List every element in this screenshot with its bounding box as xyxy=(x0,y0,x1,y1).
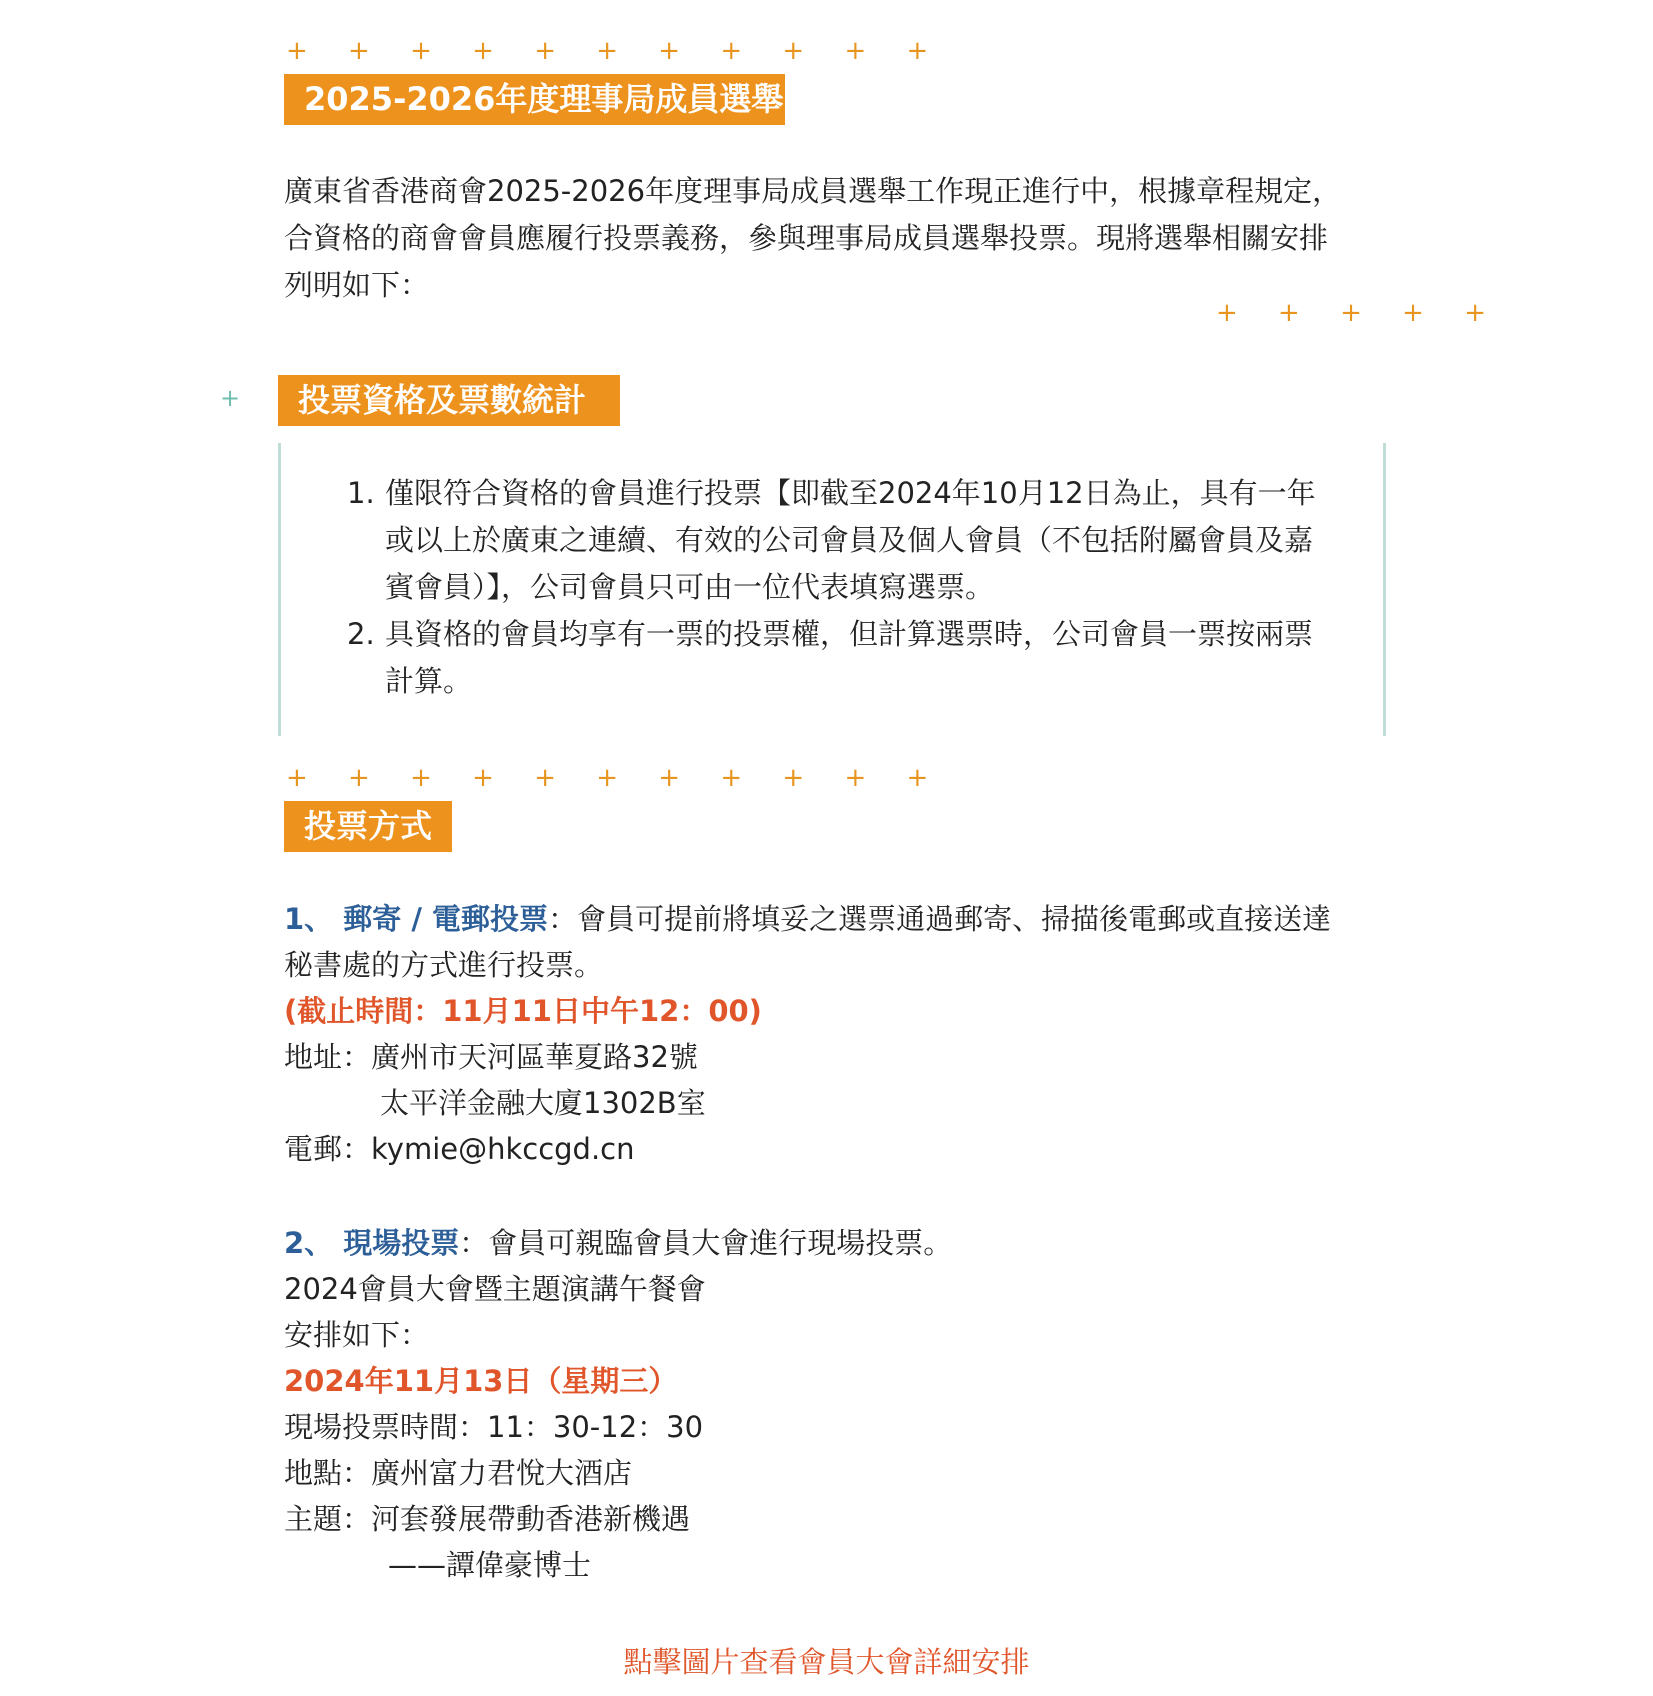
intro-line: 列明如下： xyxy=(284,268,430,302)
intro-line: 合資格的商會會員應履行投票義務，參與理事局成員選舉投票。現將選舉相關安排 xyxy=(284,221,1329,255)
section-heading-election: 2025-2026年度理事局成員選舉 xyxy=(284,74,785,125)
list-line: 具資格的會員均享有一票的投票權，但計算選票時，公司會員一票按兩票 xyxy=(385,617,1314,651)
method-1-desc-cont: 秘書處的方式進行投票。 xyxy=(284,948,604,982)
method-2-headline xyxy=(284,1220,952,1266)
address-row xyxy=(284,1034,1331,1080)
list-line: 計算。 xyxy=(385,664,473,698)
address-line-1: 廣州市天河區華夏路32號 xyxy=(371,1040,698,1074)
arrangement-label: 安排如下： xyxy=(284,1318,430,1352)
method-2-desc: ：會員可親臨會員大會進行現場投票。 xyxy=(459,1226,953,1260)
address-line-2: 太平洋金融大廈1302B室 xyxy=(380,1086,706,1120)
method-2-title: 2、 現場投票 xyxy=(284,1226,460,1260)
list-item xyxy=(347,470,1347,611)
intro-paragraph xyxy=(284,168,1341,309)
event-name: 2024會員大會暨主題演講午餐會 xyxy=(284,1272,706,1306)
voting-time: 現場投票時間：11：30-12：30 xyxy=(284,1410,704,1444)
general-meeting-details-link[interactable]: 點擊圖片查看會員大會詳細安排 xyxy=(623,1645,1030,1679)
method-1-headline xyxy=(284,896,1331,942)
method-1-desc: ：會員可提前將填妥之選票通過郵寄、掃描後電郵或直接送達 xyxy=(548,902,1332,936)
list-number: 1. xyxy=(347,476,375,510)
event-venue: 地點：廣州富力君悅大酒店 xyxy=(284,1456,633,1490)
decorative-plus: + xyxy=(220,384,241,412)
event-topic: 主題：河套發展帶動香港新機遇 xyxy=(284,1502,691,1536)
list-item xyxy=(347,611,1347,705)
email-address[interactable]: kymie@hkccgd.cn xyxy=(371,1132,635,1166)
section-heading-eligibility: 投票資格及票數統計 xyxy=(278,375,620,426)
email-label: 電郵： xyxy=(284,1132,372,1166)
intro-line: 廣東省香港商會2025-2026年度理事局成員選舉工作現正進行中，根據章程規定， xyxy=(284,174,1342,208)
section-heading-voting-method: 投票方式 xyxy=(284,801,452,852)
decorative-plus-row: + + + + + xyxy=(1216,298,1502,328)
list-line: 賓會員）】，公司會員只可由一位代表填寫選票。 xyxy=(385,570,995,604)
decorative-plus-row: + + + + + + + + + + + xyxy=(286,763,945,793)
email-row xyxy=(284,1126,1331,1172)
list-text xyxy=(385,470,1316,611)
event-date: 2024年11月13日（星期三） xyxy=(284,1364,678,1398)
eligibility-list xyxy=(347,470,1347,705)
address-label: 地址： xyxy=(284,1040,372,1074)
list-number: 2. xyxy=(347,617,375,651)
method-1-title: 1、 郵寄 / 電郵投票 xyxy=(284,902,549,936)
list-line: 僅限符合資格的會員進行投票【即截至2024年10月12日為止，具有一年 xyxy=(385,476,1316,510)
list-line: 或以上於廣東之連續、有效的公司會員及個人會員（不包括附屬會員及嘉 xyxy=(385,523,1314,557)
list-text xyxy=(385,611,1313,705)
method-1-deadline: (截止時間：11月11日中午12：00) xyxy=(284,994,762,1028)
voting-method-1 xyxy=(284,896,1331,1172)
decorative-plus-row: + + + + + + + + + + + xyxy=(286,36,945,66)
voting-method-2 xyxy=(284,1220,952,1588)
event-speaker: ——譚偉豪博士 xyxy=(388,1548,592,1582)
eligibility-box xyxy=(278,443,1386,736)
